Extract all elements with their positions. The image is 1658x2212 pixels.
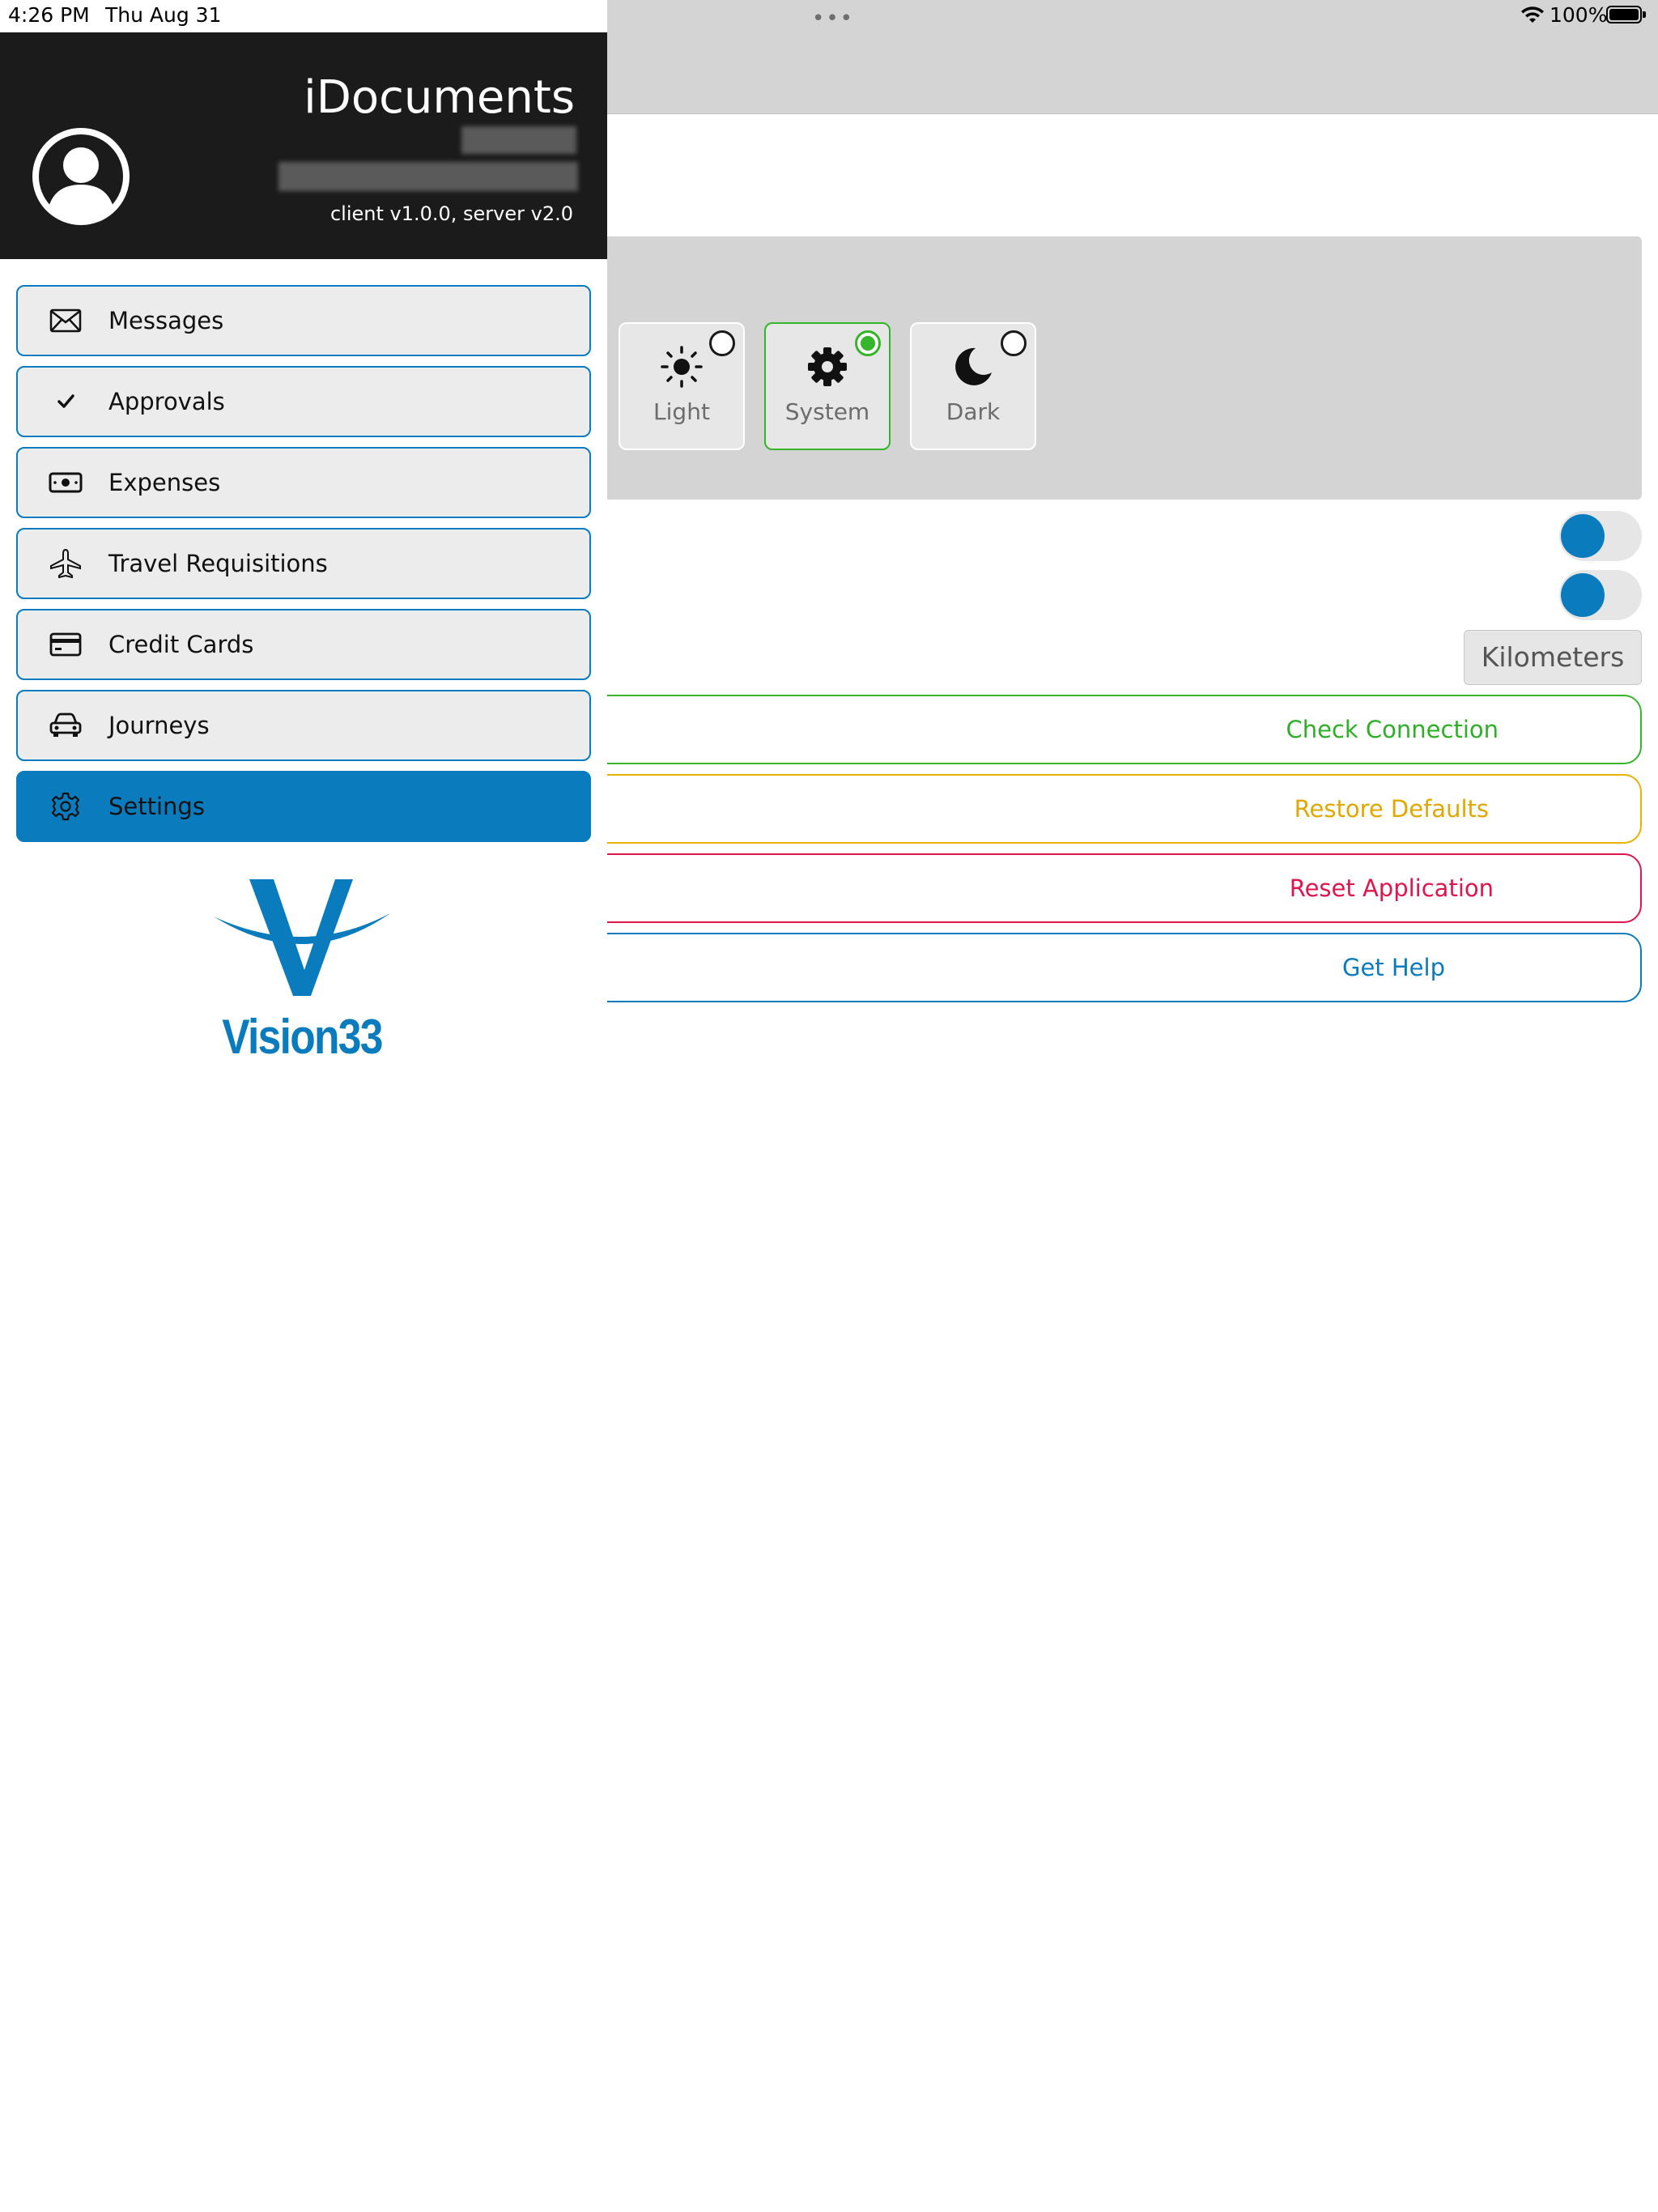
battery-icon xyxy=(1606,6,1642,23)
sun-icon xyxy=(660,345,704,389)
checkmark-icon xyxy=(49,387,83,416)
check-connection-button[interactable] xyxy=(567,695,1642,764)
envelope-icon xyxy=(49,306,83,335)
toggle-knob xyxy=(1561,514,1605,558)
theme-option-dark[interactable] xyxy=(910,322,1036,450)
vision33-logo-icon xyxy=(209,874,395,1004)
menu-item-approvals[interactable] xyxy=(16,366,591,437)
menu-label: Travel Requisitions xyxy=(108,550,328,577)
logo-text: Vision33 xyxy=(222,1010,382,1064)
reset-application-label: Reset Application xyxy=(1289,874,1494,902)
system-radio[interactable] xyxy=(855,330,881,356)
credit-card-icon xyxy=(49,630,83,659)
menu-item-messages[interactable] xyxy=(16,285,591,356)
status-bar xyxy=(0,0,1658,32)
menu-label: Messages xyxy=(108,307,224,334)
side-drawer xyxy=(0,0,607,2212)
menu-item-expenses[interactable] xyxy=(16,447,591,518)
menu-label: Journeys xyxy=(108,712,210,739)
system-label: System xyxy=(784,398,870,425)
wifi-icon xyxy=(1520,6,1545,24)
drawer-header xyxy=(0,32,607,259)
version-text: client v1.0.0, server v2.0 xyxy=(329,202,573,225)
appearance-panel xyxy=(599,236,1642,500)
app-title: iDocuments xyxy=(304,71,575,124)
toggle-switch-2[interactable] xyxy=(1559,570,1642,620)
multitasking-dots-icon[interactable]: ••• xyxy=(812,6,855,31)
battery-percent: 100% xyxy=(1550,3,1608,27)
menu-item-journeys[interactable] xyxy=(16,690,591,761)
status-date: Thu Aug 31 xyxy=(105,3,222,27)
dark-label: Dark xyxy=(946,398,1001,425)
get-help-label: Get Help xyxy=(1341,954,1445,981)
menu-label: Settings xyxy=(108,793,205,820)
airplane-icon xyxy=(49,549,83,578)
light-radio[interactable] xyxy=(709,330,735,356)
user-avatar-icon[interactable] xyxy=(31,126,131,227)
light-label: Light xyxy=(653,398,710,425)
toggle-switch-1[interactable] xyxy=(1559,511,1642,561)
theme-option-light[interactable] xyxy=(619,322,745,450)
restore-defaults-label: Restore Defaults xyxy=(1294,795,1489,823)
car-icon xyxy=(49,711,83,740)
menu-item-settings[interactable] xyxy=(16,771,591,842)
restore-defaults-button[interactable] xyxy=(567,774,1642,844)
gear-icon xyxy=(49,792,83,821)
menu-item-travel-requisitions[interactable] xyxy=(16,528,591,599)
check-connection-label: Check Connection xyxy=(1286,716,1499,743)
dark-radio[interactable] xyxy=(1001,330,1027,356)
menu-label: Approvals xyxy=(108,388,225,415)
menu-item-credit-cards[interactable] xyxy=(16,609,591,680)
status-time: 4:26 PM xyxy=(8,3,90,27)
reset-application-button[interactable] xyxy=(567,853,1642,923)
redacted-email xyxy=(278,162,578,191)
menu-label: Expenses xyxy=(108,469,221,496)
cash-icon xyxy=(49,468,83,497)
moon-icon xyxy=(951,345,995,389)
get-help-button[interactable] xyxy=(567,933,1642,1002)
toggle-knob xyxy=(1561,573,1605,617)
menu-label: Credit Cards xyxy=(108,631,254,658)
distance-unit-button[interactable]: Kilometers xyxy=(1464,630,1642,685)
theme-option-system[interactable] xyxy=(764,322,891,450)
redacted-username xyxy=(461,126,576,154)
gear-icon xyxy=(806,345,849,389)
